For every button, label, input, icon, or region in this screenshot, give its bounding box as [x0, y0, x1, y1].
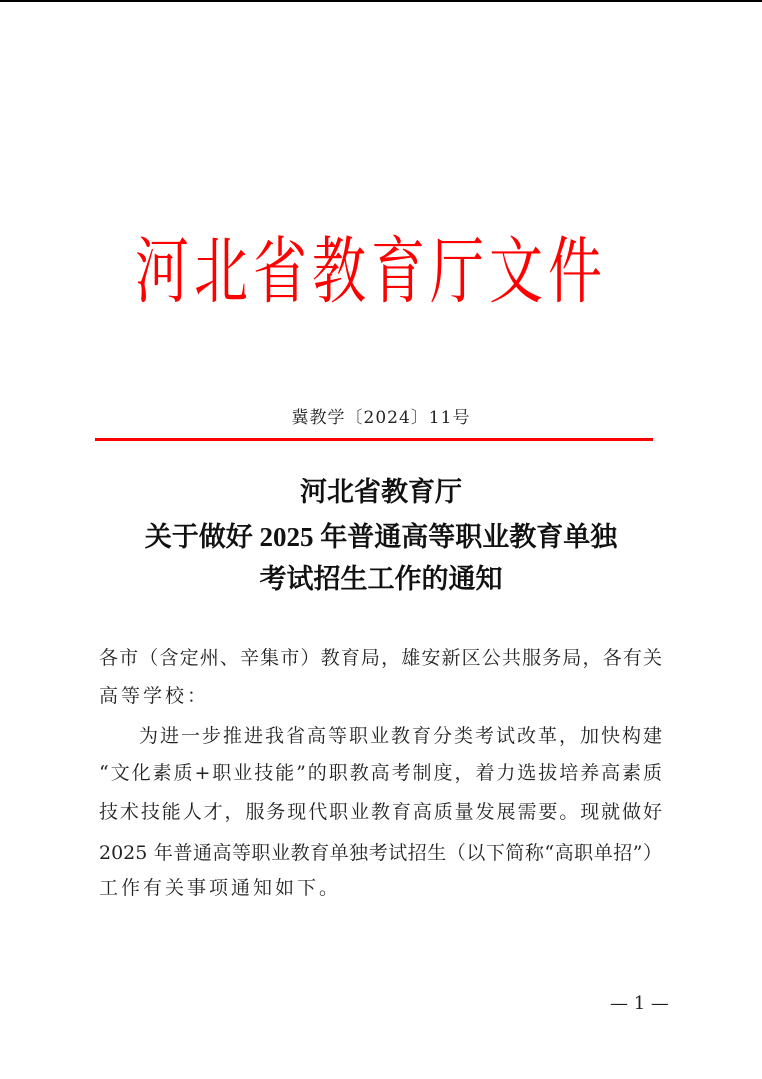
salutation-line-1: 各市（含定州、辛集市）教育局，雄安新区公共服务局，各有关	[99, 647, 662, 669]
body-paragraph-line: 工作有关事项通知如下。	[99, 877, 342, 899]
body-paragraph-line: 技术技能人才，服务现代职业教育高质量发展需要。现就做好	[99, 801, 662, 823]
notice-title-line-1: 河北省教育厅	[300, 477, 462, 507]
top-border	[0, 0, 762, 2]
masthead-title: 河北省教育厅文件	[135, 231, 607, 313]
notice-title-line-2: 关于做好 2025 年普通高等职业教育单独	[144, 522, 618, 552]
document-number: 冀教学〔2024〕11号	[291, 408, 471, 428]
salutation-line-2: 高等学校：	[99, 685, 210, 707]
page-number: — 1 —	[610, 993, 669, 1014]
body-paragraph-line: “文化素质+职业技能”的职教高考制度，着力选拔培养高素质	[99, 762, 662, 784]
red-divider	[95, 438, 653, 441]
body-paragraph-line: 2025 年普通高等职业教育单独考试招生（以下简称“高职单招”）	[99, 842, 662, 864]
body-paragraph-line: 为进一步推进我省高等职业教育分类考试改革，加快构建	[139, 725, 662, 747]
masthead	[0, 232, 762, 312]
notice-title-line-3: 考试招生工作的通知	[259, 564, 503, 594]
